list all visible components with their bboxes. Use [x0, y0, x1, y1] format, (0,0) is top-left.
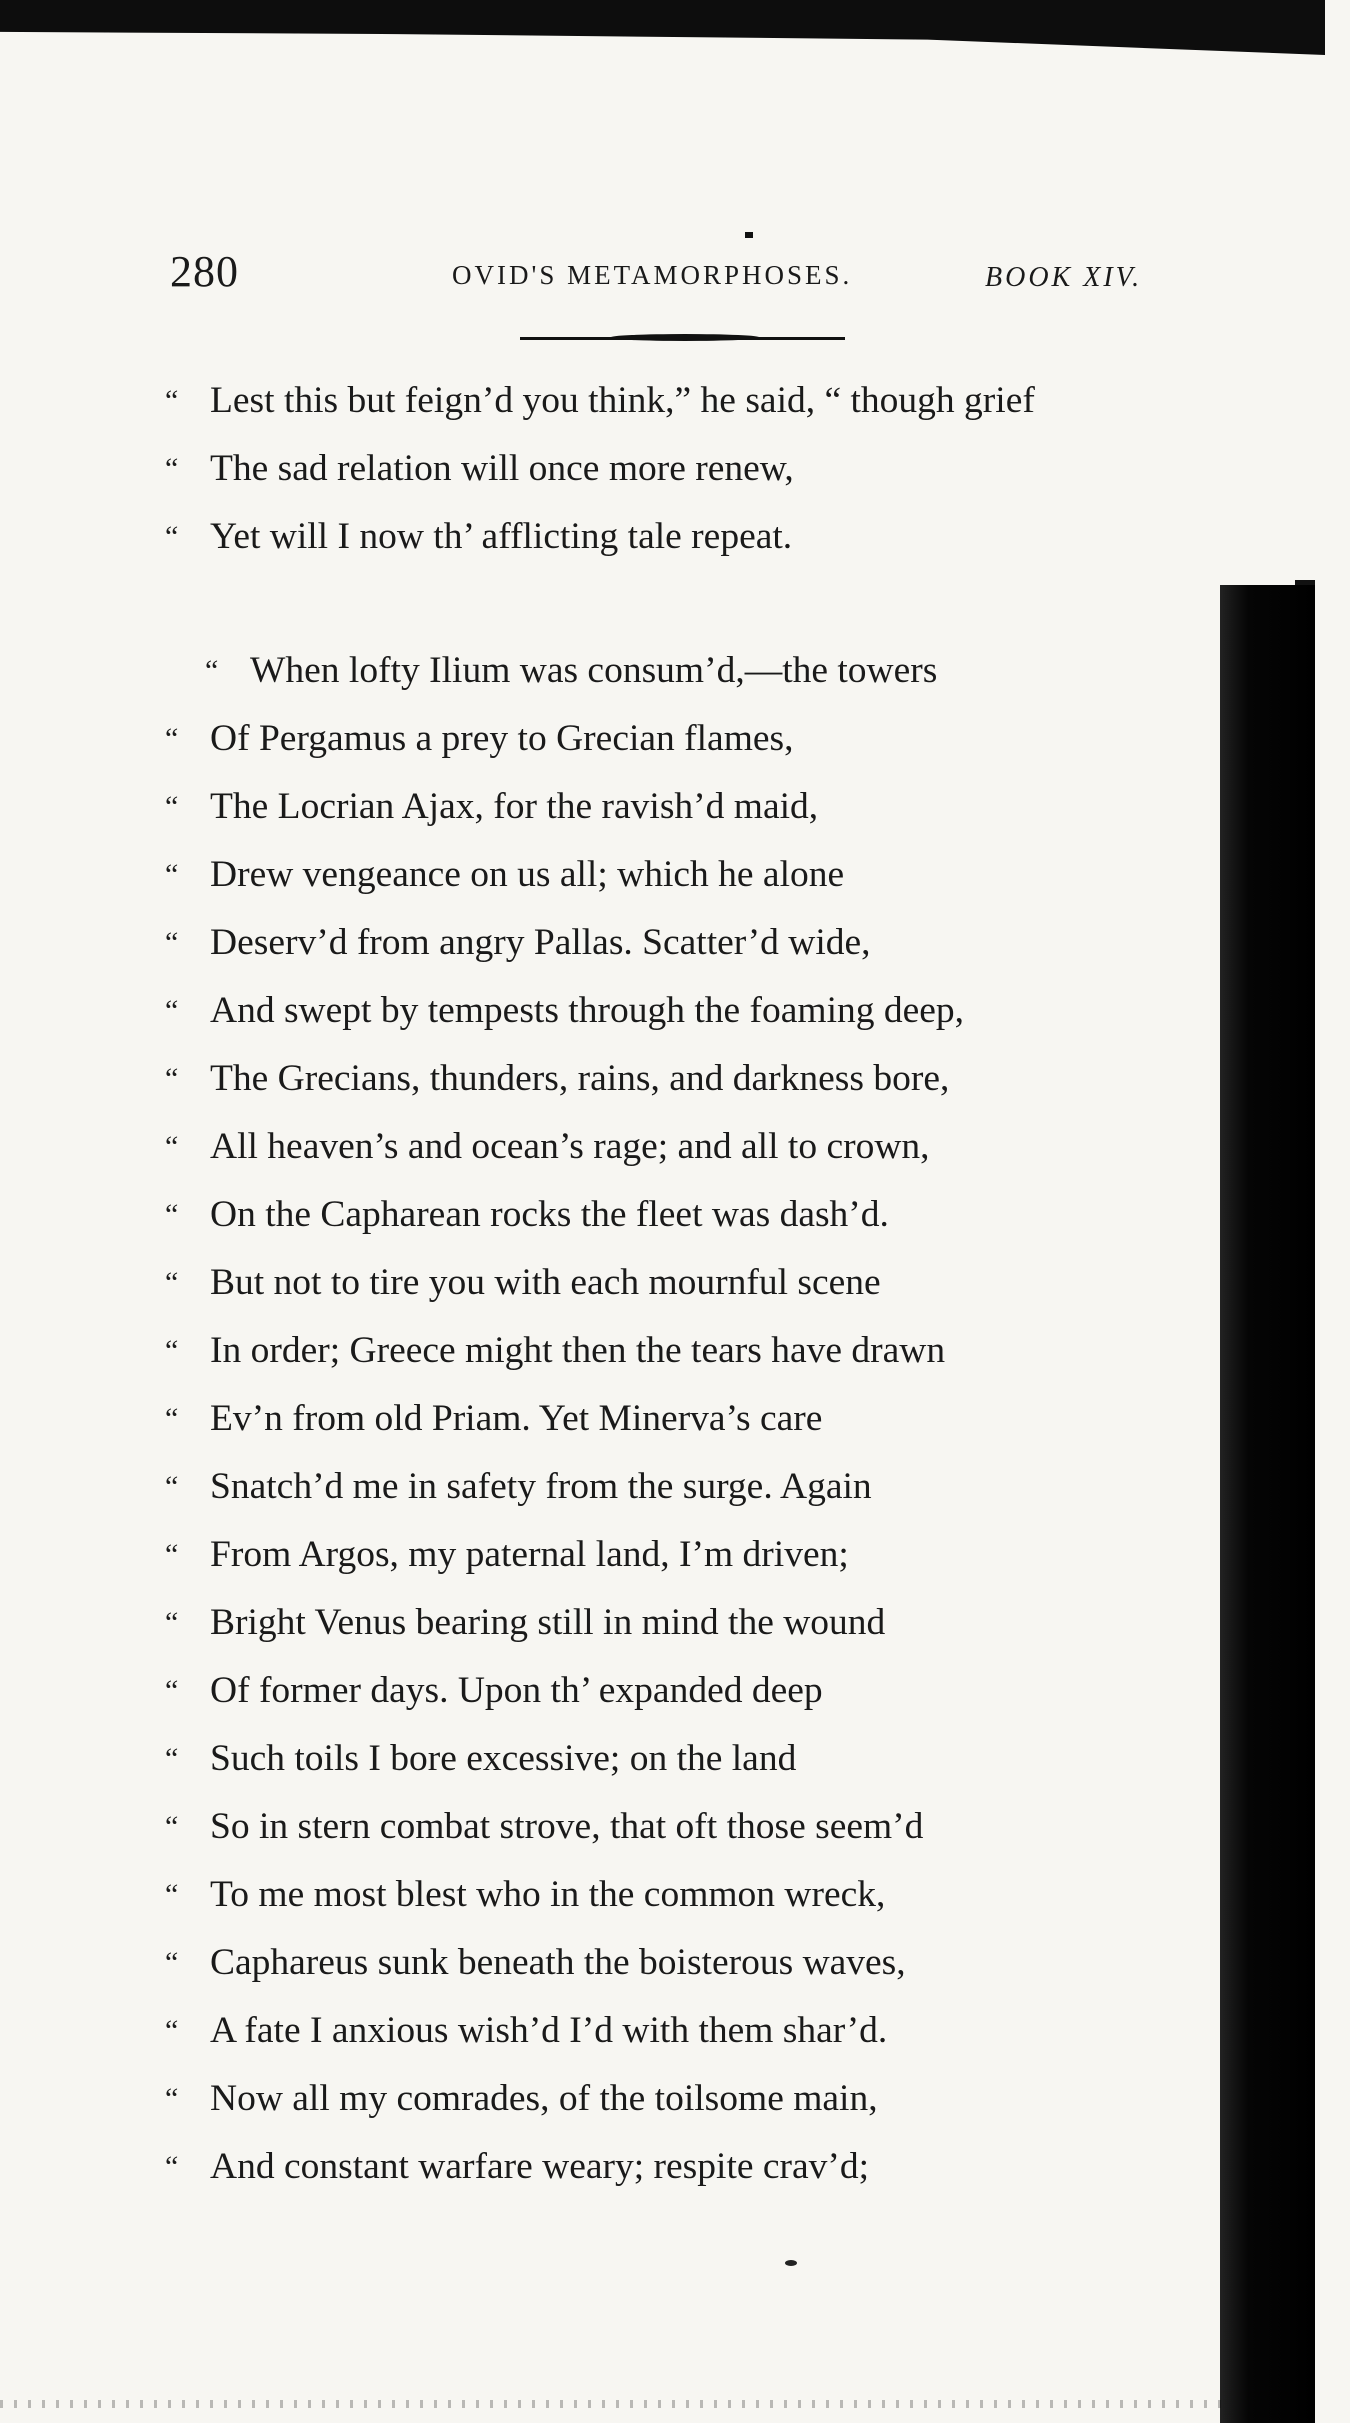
verse-line-text: From Argos, my paternal land, I’m driven; — [210, 1534, 849, 1575]
verse-line — [165, 1328, 945, 1374]
verse-line — [165, 1804, 923, 1850]
verse-line-text: Drew vengeance on us all; which he alone — [210, 854, 845, 895]
verse-line — [165, 716, 793, 762]
quote-mark: “ — [165, 1402, 179, 1435]
quote-mark: “ — [165, 790, 179, 823]
verse-line — [165, 1260, 881, 1306]
quote-mark: “ — [165, 1266, 179, 1299]
verse-line — [165, 2144, 869, 2190]
verse-line — [165, 1872, 885, 1918]
verse-line-text: Such toils I bore excessive; on the land — [210, 1738, 797, 1779]
verse-line — [165, 1396, 822, 1442]
verse-line-text: Deserv’d from angry Pallas. Scatter’d wide, — [210, 922, 871, 963]
verse-line — [165, 378, 1035, 424]
verse-line-text: The Locrian Ajax, for the ravish’d maid, — [210, 786, 819, 827]
verse-line-text: In order; Greece might then the tears have drawn — [210, 1330, 946, 1371]
quote-mark: “ — [165, 1334, 179, 1367]
verse-line — [165, 2076, 878, 2122]
verse-line — [165, 920, 871, 966]
quote-mark: “ — [165, 722, 179, 755]
verse-line — [165, 1192, 889, 1238]
verse-line-text: Now all my comrades, of the toilsome main, — [210, 2078, 878, 2119]
verse-line — [165, 2008, 887, 2054]
verse-line-text: Lest this but feign’d you think,” he said, “ though grief — [210, 380, 1035, 421]
quote-mark: “ — [165, 1878, 179, 1911]
quote-mark: “ — [165, 384, 179, 417]
verse-line — [165, 852, 844, 898]
page-number: 280 — [170, 247, 239, 296]
verse-line-text: Ev’n from old Priam. Yet Minerva’s care — [210, 1398, 823, 1439]
quote-mark: “ — [165, 1062, 179, 1095]
verse-line-text: But not to tire you with each mournful scene — [210, 1262, 881, 1303]
verse-line — [165, 1940, 906, 1986]
verse-line-text: The Grecians, thunders, rains, and darkness bore, — [210, 1058, 950, 1099]
book-label: BOOK XIV. — [985, 262, 1143, 293]
quote-mark: “ — [165, 2014, 179, 2047]
bottom-ink-dot — [785, 2260, 797, 2266]
verse-line — [165, 446, 794, 492]
verse-line-text: A fate I anxious wish’d I’d with them shar’d. — [210, 2010, 888, 2051]
quote-mark: “ — [165, 1538, 179, 1571]
verse-line-text: Caphareus sunk beneath the boisterous waves, — [210, 1942, 906, 1983]
verse-line-text: So in stern combat strove, that oft those seem’d — [210, 1806, 924, 1847]
quote-mark: “ — [165, 1606, 179, 1639]
verse-line — [165, 1532, 849, 1578]
verse-line — [165, 1124, 930, 1170]
verse-line-text: Of former days. Upon th’ expanded deep — [210, 1670, 823, 1711]
verse-line-text: Bright Venus bearing still in mind the wound — [210, 1602, 886, 1643]
verse-line-text: All heaven’s and ocean’s rage; and all to crown, — [210, 1126, 930, 1167]
quote-mark: “ — [165, 1470, 179, 1503]
verse-line — [205, 648, 937, 694]
quote-mark: “ — [165, 2082, 179, 2115]
bottom-edge-speckle — [0, 2400, 1230, 2408]
quote-mark: “ — [165, 1198, 179, 1231]
verse-line-text: When lofty Ilium was consum’d,—the towers — [250, 650, 938, 691]
quote-mark: “ — [165, 858, 179, 891]
quote-mark: “ — [165, 452, 179, 485]
verse-line-text: On the Capharean rocks the fleet was dash’d. — [210, 1194, 889, 1235]
verse-line-text: Of Pergamus a prey to Grecian flames, — [210, 718, 794, 759]
quote-mark: “ — [165, 926, 179, 959]
verse-line-text: The sad relation will once more renew, — [210, 448, 794, 489]
verse-line — [165, 784, 818, 830]
verse-line — [165, 514, 792, 560]
verse-line-text: To me most blest who in the common wreck, — [210, 1874, 886, 1915]
verse-line — [165, 1464, 872, 1510]
verse-line — [165, 1056, 949, 1102]
quote-mark: “ — [205, 654, 219, 687]
verse-line — [165, 1736, 796, 1782]
verse-line-text: Snatch’d me in safety from the surge. Again — [210, 1466, 872, 1507]
verse-line — [165, 988, 964, 1034]
verse-line — [165, 1668, 823, 1714]
verse-line-text: And constant warfare weary; respite crav’d; — [210, 2146, 870, 2187]
quote-mark: “ — [165, 1946, 179, 1979]
quote-mark: “ — [165, 1674, 179, 1707]
quote-mark: “ — [165, 1130, 179, 1163]
verse-line-text: And swept by tempests through the foaming deep, — [210, 990, 965, 1031]
quote-mark: “ — [165, 994, 179, 1027]
quote-mark: “ — [165, 1810, 179, 1843]
quote-mark: “ — [165, 520, 179, 553]
quote-mark: “ — [165, 2150, 179, 2183]
quote-mark: “ — [165, 1742, 179, 1775]
verse-line-text: Yet will I now th’ afflicting tale repeat. — [210, 516, 793, 557]
verse-line — [165, 1600, 885, 1646]
running-title: OVID'S METAMORPHOSES. — [452, 260, 853, 290]
